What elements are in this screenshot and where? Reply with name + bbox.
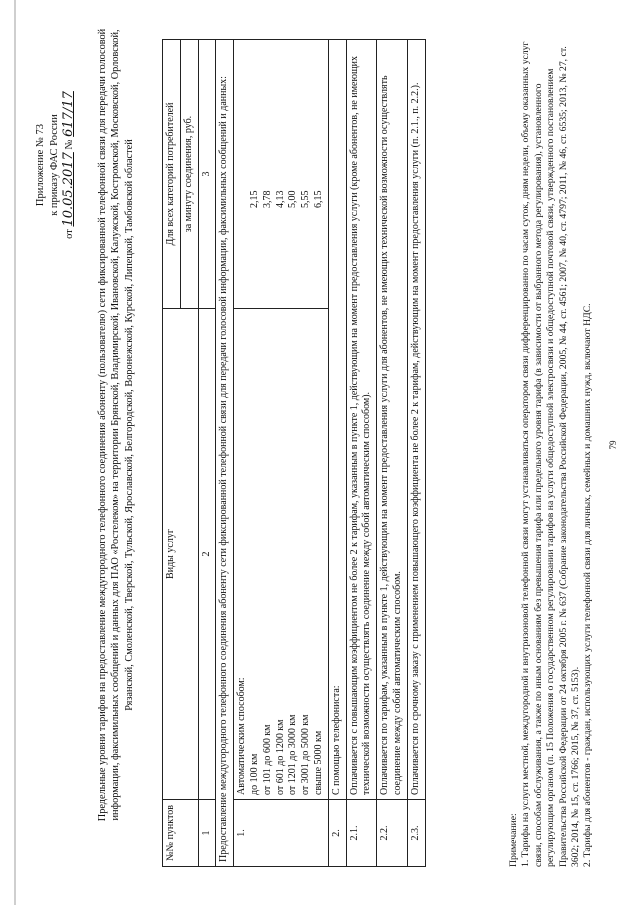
distance-item: от 101 до 600 км	[261, 724, 273, 795]
table-row	[407, 40, 425, 867]
notes-block	[508, 27, 595, 867]
table-row	[328, 40, 346, 867]
row-head: Автоматическим способом:	[236, 677, 248, 795]
scan-edge-shadow	[14, 0, 16, 905]
header-value: Для всех категорий потребителей	[163, 40, 181, 309]
number-label: №	[64, 139, 76, 150]
distance-item: от 1201 до 3000 км	[287, 714, 299, 795]
distance-item: свыше 5000 км	[312, 730, 324, 795]
annex-number: Приложение № 73	[35, 123, 46, 207]
row-text: Оплачивается по тарифам, указанным в пункте 1, действующим на момент предоставления услуги для абонентов, не имеющих технической возможности осуществлять соединение между собой автоматическим способом.	[377, 40, 408, 800]
table-row	[346, 40, 377, 867]
tariff-value: 2,15	[248, 190, 260, 208]
section-row	[216, 40, 234, 867]
section-title: Предоставление междугородного телефонного соединения абоненту сети фиксированной телефонной связи для передачи голосовой информации, факсимильных сообщений и данных:	[216, 40, 234, 867]
row-text: Оплачивается по срочному заказу с применением повышающего коэффициента не более 2 к тарифам, действующим на момент предоставления услуги (п. 2.1., п. 2.2.).	[407, 40, 425, 800]
tariff-value: 3,78	[261, 190, 273, 208]
row-text: Оплачивается с повышающим коэффициентом не более 2 к тарифам, указанным в пункте 1, действующим на момент предоставления услуги (кроме абонентов, не имеющих технической возможности осуществлять соединение между собой автоматическим способом).	[346, 40, 377, 800]
distance-item: от 3001 до 5000 км	[300, 714, 312, 795]
date-prefix: от	[64, 229, 76, 239]
tariff-table	[162, 39, 426, 867]
row-text: С помощью телефониста:	[328, 40, 346, 800]
handwritten-date: 10.05.2017	[61, 152, 77, 227]
table-row	[234, 40, 329, 867]
page-number: 79	[608, 440, 618, 450]
row-num: 2.2.	[377, 800, 408, 867]
colnum-2: 2	[198, 309, 216, 800]
header-service: Виды услуг	[163, 309, 199, 800]
row-num: 2.	[328, 800, 346, 867]
notes-heading: Примечание:	[508, 813, 519, 867]
note-1: 1. Тарифы на услуги местной, междугородной и внутризоновой телефонной связи могут устанавливаться оператором связи дифференцированно по часам суток, дням недели, объему оказанных услуг связи, способам обслуживания, а также по иным основаниям без превышения тарифа или предельного уровня тарифа (в зависимости от выбранного метода регулирования), установленного регулирующим органом (п. 15 Положения о государственном регулировании тарифов на услуги общедоступной электросвязи и общедоступной почтовой связи, утвержденного постановлением Правительства Российской Федерации от 24 октября 2005 г. № 637 (Собрание законодательства Российской Федерации, 2005, № 44, ст. 4561; 2007, № 40, ст. 4797; 2011, № 46, ст. 6535; 2013, № 27, ст. 3602; 2014, № 15, ст. 1766; 2015, № 37, ст. 5153).	[520, 41, 582, 867]
annex-order-ref: к приказу ФАС России	[48, 114, 60, 216]
tariff-value: 5,00	[287, 190, 299, 208]
tariff-value: 4,13	[274, 190, 286, 208]
row-num: 2.1.	[346, 800, 377, 867]
header-num: №№ пунктов	[163, 800, 199, 867]
row-values	[234, 40, 329, 309]
column-numbers-row	[198, 40, 216, 867]
distance-item: до 100 км	[248, 753, 260, 795]
row-service	[234, 309, 329, 800]
row-num: 2.3.	[407, 800, 425, 867]
header-unit: за минуту соединения, руб.	[180, 40, 198, 309]
handwritten-number: 617/17	[61, 91, 77, 137]
annex-header	[34, 45, 78, 285]
tariff-value: 6,15	[312, 190, 324, 208]
colnum-3: 3	[198, 40, 216, 309]
note-2: 2. Тарифы для абонентов - граждан, использующих услуги телефонной связи для личных, семейных и домашних нужд, включают НДС.	[582, 303, 594, 867]
document-title: Предельные уровни тарифов на предоставление междугородного телефонного соединения абоненту (пользователю) сети фиксированной телефонной связи для передачи голосовой информации, факсимильных сообщений и данных для ПАО «Ростелеком» на территории Брянской, Владимирской, Ивановской, Калужской, Костромской, Московской, Орловской, Рязанской, Смоленской, Тверской, Тульской, Ярославской, Белгородской, Воронежской, Курской, Липецкой, Тамбовской областей	[97, 28, 135, 822]
header-row	[163, 40, 181, 867]
table-row	[377, 40, 408, 867]
rotated-document	[30, 15, 620, 875]
annex-date-line	[61, 45, 78, 285]
colnum-1: 1	[198, 800, 216, 867]
row-num: 1.	[234, 800, 329, 867]
distance-item: от 601 до 1200 км	[274, 719, 286, 795]
tariff-value: 5,55	[300, 190, 312, 208]
